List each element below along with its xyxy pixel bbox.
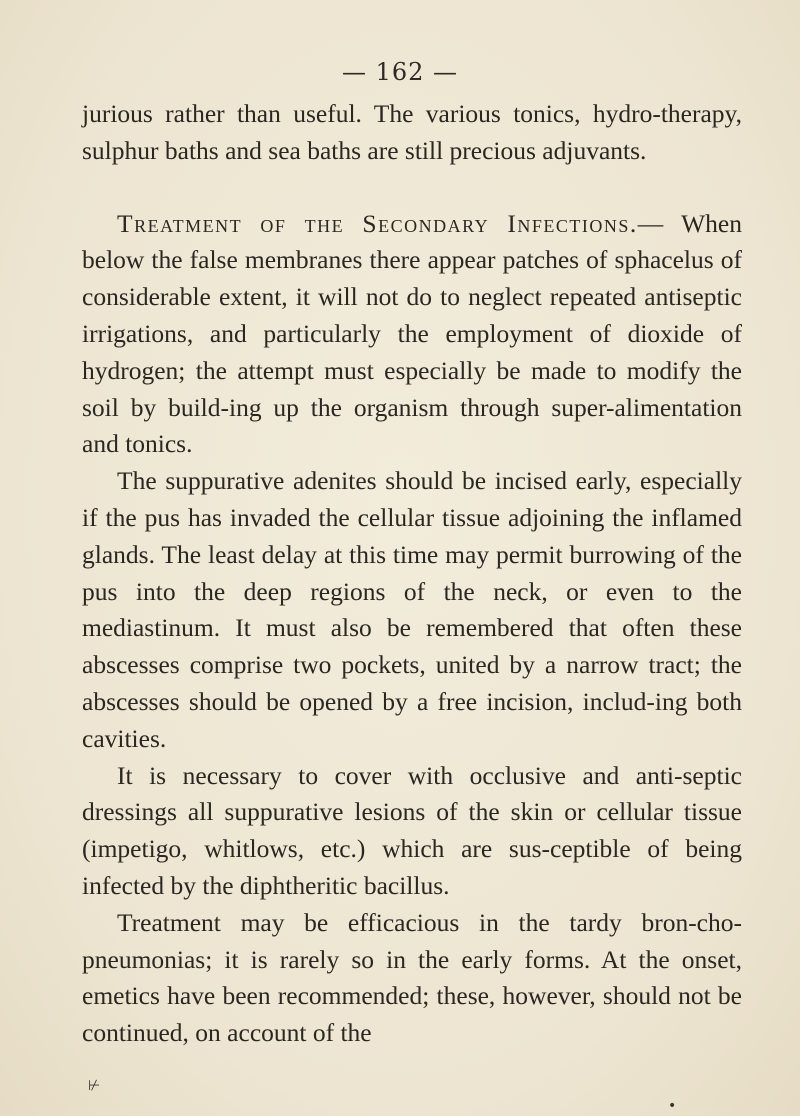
body-text bbox=[82, 96, 742, 1052]
paragraph-dressings: It is necessary to cover with occlusive and anti-septic dressings all suppurative lesions of the skin or cellular tissue (impetigo, whitlows, etc.) which are sus-ceptible of being infected by the diphtheritic bacillus. bbox=[82, 760, 742, 900]
page-number: — 162 — bbox=[341, 58, 459, 86]
paragraph-secondary-infections bbox=[82, 206, 742, 464]
paragraph-broncho-pneumonias: Treatment may be efficacious in the tardy bron-cho-pneumonias; it is rarely so in the early forms. At the onset, emetics have been recommended; these, however, should not be continued, on account of the bbox=[82, 907, 742, 1048]
print-mark-bottom-right: • bbox=[668, 1098, 677, 1114]
paragraph-adenites: The suppurative adenites should be incised early, especially if the pus has invaded the cellular tissue adjoining the inflamed glands. The least delay at this time may permit burrowing of the pus into the deep regions of the neck, or even to the mediastinum. It must also be remembered that often these abscesses comprise two pockets, united by a narrow tract; the abscesses should be opened by a free incision, includ-ing both cavities. bbox=[82, 466, 742, 753]
paragraph-continuation: jurious rather than useful. The various tonics, hydro-therapy, sulphur baths and sea baths are still precious adjuvants. bbox=[82, 99, 742, 165]
print-mark-bottom-left: ⊬ bbox=[88, 1078, 101, 1094]
section-heading: Treatment of the Secondary Infections.— bbox=[117, 208, 665, 238]
paragraph-secondary-infections-text: When below the false membranes there appear patches of sphacelus of considerable extent, it will not do to neglect repeated antiseptic irrigations, and particularly the employment of dioxide of hydrogen; the attempt must especially be made to modify the soil by build-ing up the organism through super-alimentation and tonics. bbox=[82, 208, 742, 459]
